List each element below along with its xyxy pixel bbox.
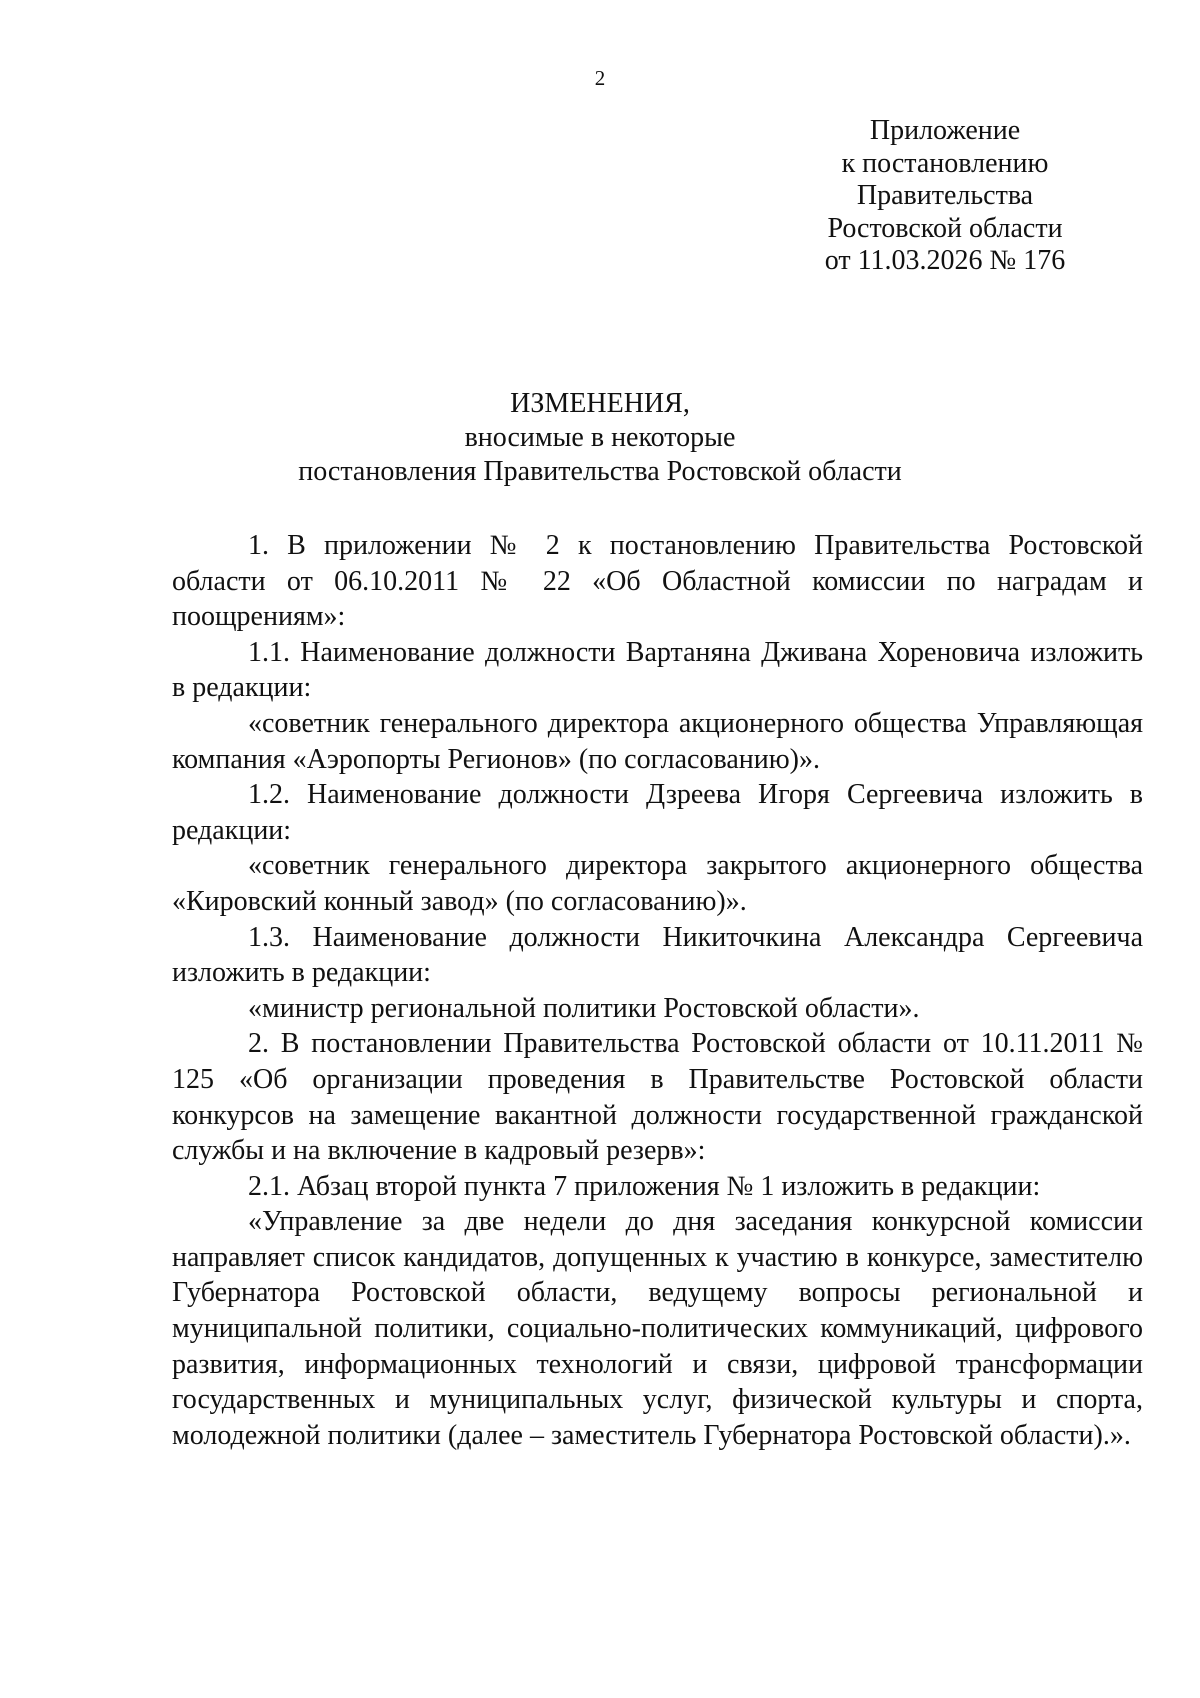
paragraph-1-2: 1.2. Наименование должности Дзреева Игоря Сергеевича изложить в редакции: [172,779,1143,846]
paragraph-1-1-text: «советник генерального директора акционерного общества Управляющая компания «Аэропорты Регионов» (по согласованию)». [172,707,1143,775]
paragraph-1: 1. В приложении № 2 к постановлению Правительства Ростовской области от 06.10.2011 № 22 «Об Областной комиссии по наградам и поощрениям»: [172,530,1143,633]
approval-line-appendix: Приложение [869,115,1021,146]
paragraph-1-2-text: «советник генерального директора закрытого акционерного общества «Кировский конный завод» (по согласованию)». [172,850,1143,917]
document-body [172,528,1143,1453]
paragraph-1-3: 1.3. Наименование должности Никиточкина Александра Сергеевича изложить в редакции: [172,921,1143,989]
approval-line-region: Ростовской области [827,212,1063,244]
page-number: 2 [594,66,606,90]
paragraph-1-1: 1.1. Наименование должности Вартаняна Дживана Хореновича изложить в редакции: [172,636,1143,704]
document-subtitle-line-1: вносимые в некоторые [464,422,736,453]
approval-line-government: Правительства [856,180,1034,211]
approval-line-date-number: от 11.03.2026 № 176 [824,245,1066,276]
document-heading [0,387,1200,489]
paragraph-1-3-text: «министр региональной политики Ростовской области». [248,992,920,1024]
paragraph-2-1-text: «Управление за две недели до дня заседания конкурсной комиссии направляет список кандидатов, допущенных к участию в конкурсе, заместителю Губернатора Ростовской области, ведущему вопросы региональной и муниципальной политики, социально-политических коммуникаций, цифрового развития, информационных технологий и связи, цифровой трансформации государственных и муниципальных услуг, физической культуры и спорта, молодежной политики (далее – заместитель Губернатора Ростовской области).». [172,1206,1143,1451]
paragraph-2-1: 2.1. Абзац второй пункта 7 приложения № 1 изложить в редакции: [248,1170,1041,1202]
approval-stamp-block [790,115,1100,278]
document-title: ИЗМЕНЕНИЯ, [510,388,690,419]
paragraph-2: 2. В постановлении Правительства Ростовской области от 10.11.2011 № 125 «Об организации проведения в Правительстве Ростовской области конкурсов на замещение вакантной должности государственной гражданской службы и на включение в кадровый резерв»: [172,1028,1143,1167]
approval-line-to-resolution: к постановлению [841,147,1049,179]
document-subtitle-line-2: постановления Правительства Ростовской области [298,456,902,487]
